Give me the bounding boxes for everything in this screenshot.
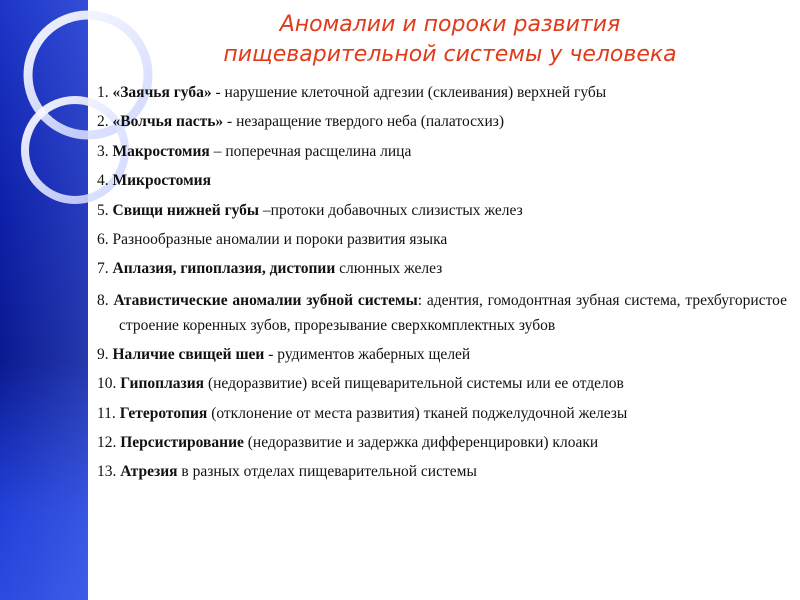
item-description: (недоразвитие и задержка дифференцировки) клоаки [243,433,599,451]
item-number: 12. [97,433,121,451]
item-term: Атрезия [120,463,178,481]
item-term: «Заячья губа» [112,84,212,101]
item-number: 9. [97,345,113,363]
item-term: Микростомия [112,172,211,190]
list-item [97,229,787,251]
item-term: Гетеротопия [119,404,208,422]
item-description: – поперечная расщелина лица [209,142,412,160]
item-term: Атавистические аномалии зубной системы [113,291,418,309]
item-number: 6. [97,230,113,248]
item-number: 13. [97,463,121,481]
item-number: 3. [97,142,113,160]
item-description: - рудиментов жаберных щелей [264,345,471,363]
item-description: слюнных желез [335,260,443,278]
item-term: Гипоплазия [120,375,205,393]
item-description: : адентия, гомодонтная зубная система, трехбугористое строение коренных зубов, прорезывание сверхкомплектных зубов [119,291,787,334]
item-number: 4. [97,172,113,190]
side-band [0,0,88,600]
item-number: 10. [97,375,121,393]
item-term: Макростомия [112,142,210,160]
slide-title [150,10,750,70]
list-item [97,82,787,104]
item-term: Свищи нижней губы [112,201,260,219]
side-band-glow [0,0,88,600]
list-item [97,111,787,133]
list-item [97,288,787,338]
list-item [97,432,787,454]
item-description: - незаращение твердого неба (палатосхиз) [223,113,505,131]
list-item [97,344,787,366]
title-line-2: пищеварительной системы у человека [223,42,677,67]
list-item [97,200,787,222]
item-number: 7. [97,260,113,278]
item-number: 1. [97,84,113,101]
list-item [97,403,787,425]
list-item [97,461,787,483]
list-item [97,373,787,395]
item-description: в разных отделах пищеварительной системы [177,463,477,481]
item-number: 8. [97,291,114,309]
list-item [97,170,787,192]
list-item [97,258,787,280]
title-line-1: Аномалии и пороки развития [279,12,621,37]
item-number: 5. [97,201,113,219]
item-term: Аплазия, гипоплазия, дистопии [112,260,336,278]
item-description: –протоки добавочных слизистых желез [259,201,523,219]
item-description: - нарушение клеточной адгезии (склеивания) верхней губы [211,84,607,101]
item-term: Наличие свищей шеи [112,345,265,363]
item-description: Разнообразные аномалии и пороки развития языка [112,230,448,248]
item-number: 11. [97,404,120,422]
item-term: Персистирование [120,433,244,451]
item-description: (отклонение от места развития) тканей поджелудочной железы [207,404,628,422]
item-description: (недоразвитие) всей пищеварительной системы или ее отделов [204,375,624,393]
item-number: 2. [97,113,113,131]
anomaly-list [97,82,787,491]
item-term: «Волчья пасть» [112,113,224,131]
list-item [97,141,787,163]
